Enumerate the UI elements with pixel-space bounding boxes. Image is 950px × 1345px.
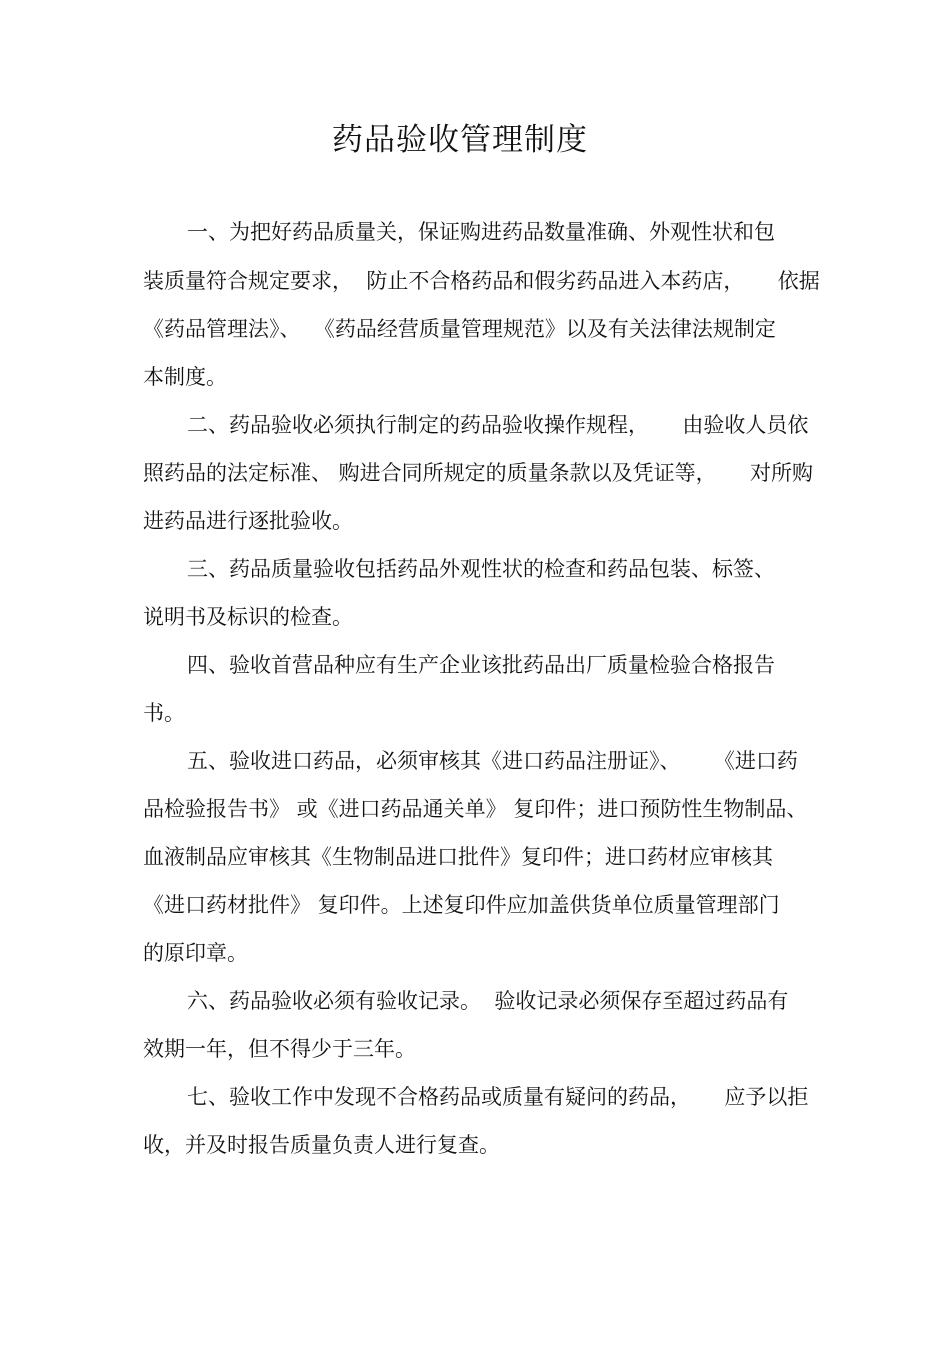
paragraph-1-line-2: 装质量符合规定要求， 防止不合格药品和假劣药品进入本药店， 依据: [143, 269, 820, 293]
paragraph-5-line-1: 五、验收进口药品，必须审核其《进口药品注册证》、 《进口药: [187, 749, 798, 773]
document-title: 药品验收管理制度: [332, 122, 588, 158]
paragraph-1-line-1: 一、为把好药品质量关，保证购进药品数量准确、外观性状和包: [187, 220, 775, 244]
paragraph-4-line-2: 书。: [143, 701, 185, 725]
paragraph-5-line-3: 血液制品应审核其《生物制品进口批件》复印件；进口药材应审核其: [143, 845, 773, 869]
paragraph-2-line-1: 二、药品验收必须执行制定的药品验收操作规程， 由验收人员依: [187, 413, 809, 437]
paragraph-5-line-4: 《进口药材批件》 复印件。上述复印件应加盖供货单位质量管理部门: [143, 893, 780, 917]
paragraph-5-line-2: 品检验报告书》 或《进口药品通关单》 复印件；进口预防性生物制品、: [143, 797, 808, 821]
paragraph-1-line-3: 《药品管理法》、 《药品经营质量管理规范》以及有关法律法规制定: [143, 317, 776, 341]
paragraph-4-line-1: 四、验收首营品种应有生产企业该批药品出厂质量检验合格报告: [187, 653, 775, 677]
paragraph-7-line-1: 七、验收工作中发现不合格药品或质量有疑问的药品， 应予以拒: [187, 1085, 809, 1109]
paragraph-6-line-1: 六、药品验收必须有验收记录。 验收记录必须保存至超过药品有: [187, 989, 789, 1013]
paragraph-6-line-2: 效期一年，但不得少于三年。: [143, 1037, 416, 1061]
paragraph-7-line-2: 收，并及时报告质量负责人进行复查。: [143, 1133, 500, 1157]
paragraph-3-line-2: 说明书及标识的检查。: [143, 605, 353, 629]
paragraph-1-line-4: 本制度。: [143, 365, 227, 389]
paragraph-3-line-1: 三、药品质量验收包括药品外观性状的检查和药品包装、标签、: [187, 557, 775, 581]
paragraph-5-line-5: 的原印章。: [143, 941, 248, 965]
paragraph-2-line-3: 进药品进行逐批验收。: [143, 509, 353, 533]
paragraph-2-line-2: 照药品的法定标准、 购进合同所规定的质量条款以及凭证等， 对所购: [143, 461, 814, 485]
